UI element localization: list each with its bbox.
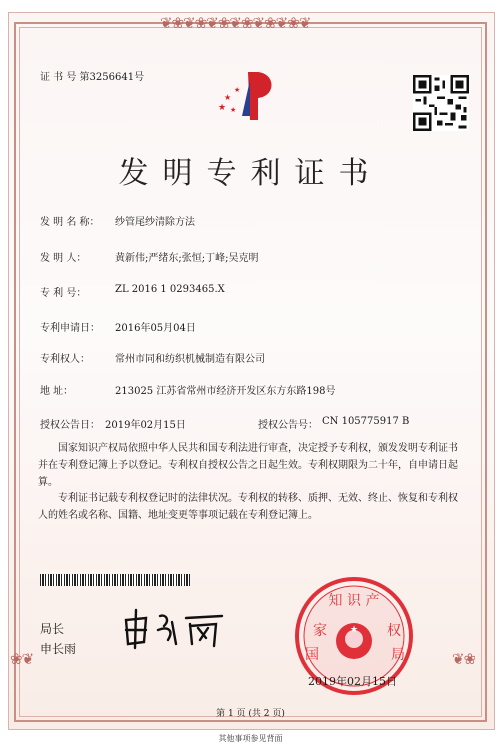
svg-text:★: ★ [230,106,237,114]
svg-text:★: ★ [349,625,359,635]
registration-statement: 专利证书记载专利权登记时的法律状况。专利权的转移、质押、无效、终止、恢复和专利权人的姓名或名称、国籍、地址变更等事项记载在专利登记簿上。 [38,493,458,521]
signer-name: 申长雨 [40,642,77,656]
svg-text:★: ★ [218,103,227,113]
svg-text:家: 家 [313,623,327,639]
svg-text:国: 国 [305,647,319,663]
page-info: 第 1 页 (共 2 页) [216,709,285,719]
seal-date: 2019年02月15日 [308,675,397,688]
filing-date-label: 专利申请日： [40,323,100,334]
grant-number-label: 授权公告号： [258,420,318,431]
invention-name-label: 发 明 名 称： [40,217,100,228]
certificate-title: 发明专利证书 [118,156,383,191]
svg-text:★: ★ [224,93,232,102]
address: 213025 江苏省常州市经济开发区东方东路198号 [115,386,336,397]
svg-text:知 识 产: 知 识 产 [328,593,380,609]
grant-number: CN 105775917 B [322,416,410,427]
svg-text:★: ★ [234,86,241,94]
certificate-number: 证 书 号 第3256641号 [40,72,145,83]
patent-number-label: 专 利 号： [40,288,87,299]
invention-name: 纱管尾纱清除方法 [115,217,195,228]
patentee: 常州市同和纺织机械制造有限公司 [115,354,265,365]
patentee-label: 专利权人： [40,354,90,365]
patent-number: ZL 2016 1 0293465.X [115,284,225,295]
footer-note: 其他事项参见背面 [218,734,283,743]
cnipa-logo-icon [212,66,282,122]
barcode-icon [40,574,190,586]
inventor: 黄新伟;严绪东;张恒;丁峰;吴克明 [115,253,259,264]
signature-icon [120,606,230,650]
svg-text:权: 权 [387,623,401,639]
grant-announce-date: 2019年02月15日 [105,420,186,431]
top-ornament: ❦❀❦❀❦❀❦❀❦❀❦❀❦ [160,14,311,32]
signer-title: 局长 [40,622,65,636]
grant-announce-label: 授权公告日： [40,420,100,431]
address-label: 地 址： [40,386,74,397]
grant-statement: 国家知识产权局依照中华人民共和国专利法进行审查，决定授予专利权，颁发发明专利证书并在专利登记簿上予以登记。专利权自授权公告之日起生效。专利权期限为二十年，自申请日起算。 [38,443,458,488]
corner-ornament-left: ❀❦ [10,650,34,668]
inventor-label: 发 明 人： [40,253,87,264]
corner-ornament-right: ❦❀ [452,650,476,668]
filing-date: 2016年05月04日 [115,323,196,334]
qr-code-icon [413,75,469,131]
svg-text:局: 局 [391,647,405,663]
